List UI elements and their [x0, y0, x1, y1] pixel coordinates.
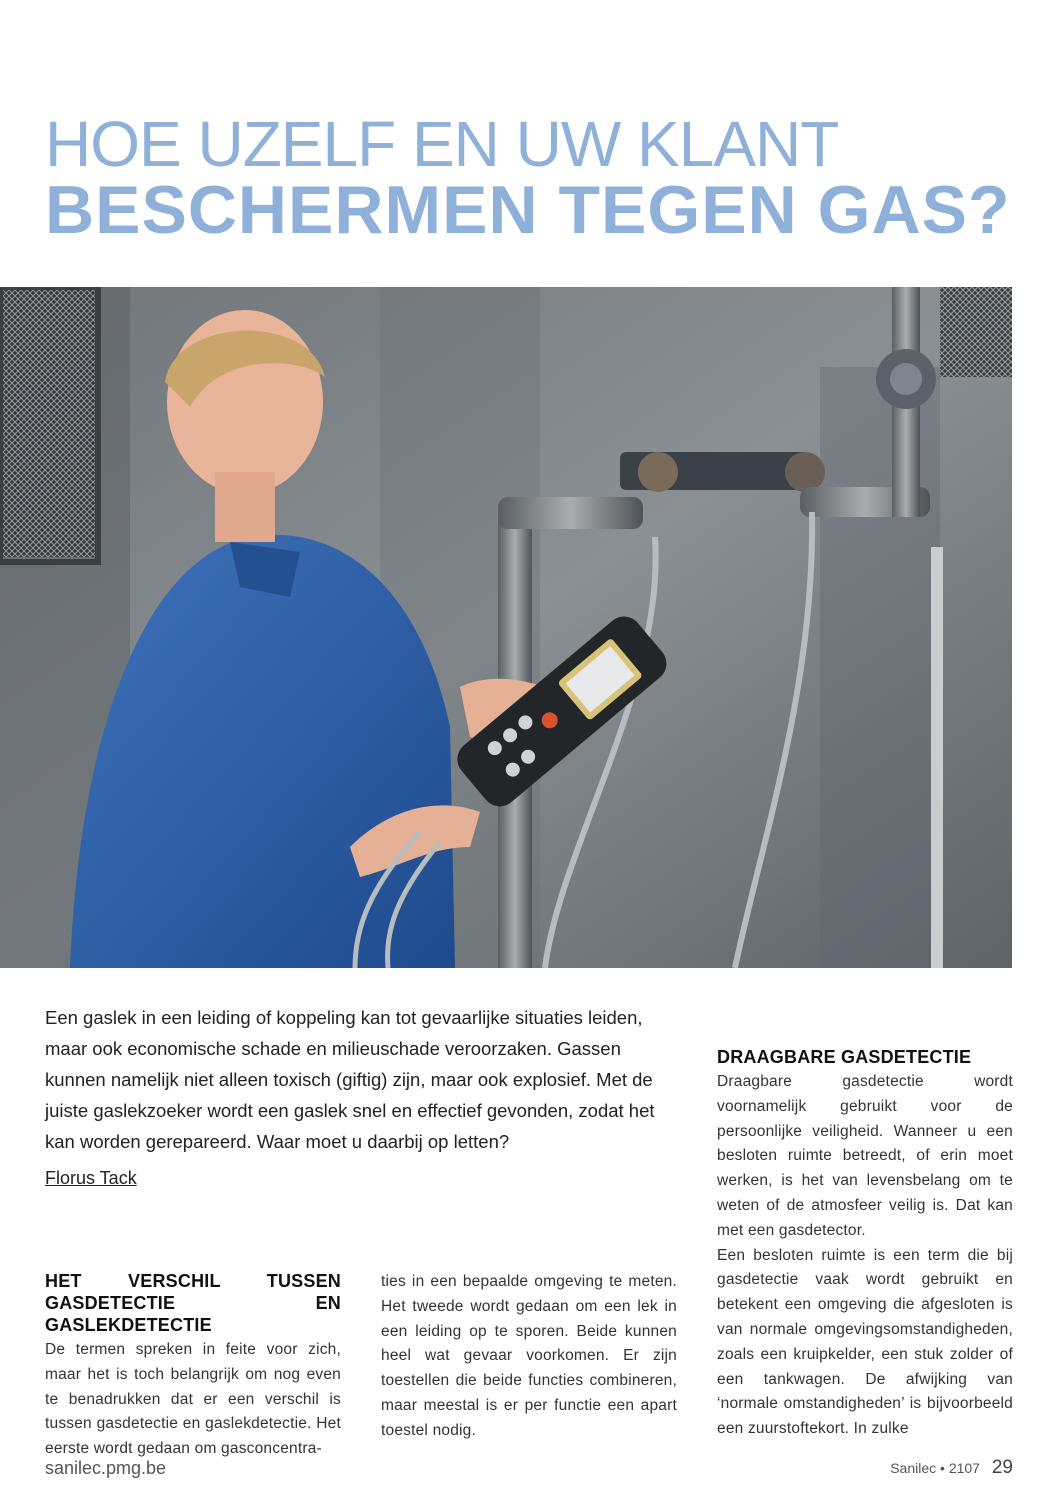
section-heading-draagbare: DRAAGBARE GASDETECTIE [717, 1047, 972, 1067]
page-number: 29 [991, 1457, 1013, 1478]
section-heading-verschil: HET VERSCHIL TUSSEN GASDETECTIE EN GASLEKDETECTIE [45, 1271, 341, 1335]
column-2-text: ties in een bepaalde omgeving te meten. Het tweede wordt gedaan om een lek in een leiding op te sporen. Beide kunnen heel wat gevaar voorkomen. Er zijn toestellen die beide functies combineren, maar meestal is er per functie een apart toestel nodig. [381, 1273, 677, 1439]
footer-info [890, 1457, 1013, 1479]
column-2 [381, 1270, 677, 1444]
column-3-paragraph-2: Een besloten ruimte is een term die bij gasdetectie vaak wordt gebruikt en betekent een omgeving die afgesloten is van normale omgevingsomstandigheden, zoals een kruipkelder, een stuk zolder of een tankwagen. De afwijking van ‘normale omstandigheden’ is bijvoorbeeld een zuurstoftekort. In zulke [717, 1246, 1013, 1438]
column-1-text: De termen spreken in feite voor zich, maar het is toch belangrijk om nog even te benadrukken dat er een verschil is tussen gasdetectie en gaslekdetectie. Het eerste wordt gedaan om gasconcentra- [45, 1341, 341, 1458]
title-line-2: BESCHERMEN TEGEN GAS? [45, 172, 1011, 248]
intro-paragraph: Een gaslek in een leiding of koppeling kan tot gevaarlijke situaties leiden, maar ook economische schade en milieuschade veroorzaken. Gassen kunnen namelijk niet alleen toxisch (giftig) zijn, maar ook explosief. Met de juiste gaslekzoeker wordt een gaslek snel en effectief gevonden, zodat het kan worden gerepareerd. Waar moet u daarbij op letten? [45, 1007, 655, 1152]
column-3-paragraph-1: Draagbare gasdetectie wordt voornamelijk gebruikt voor de persoonlijke veiligheid. Wanneer u een besloten ruimte betreedt, of erin moet werken, is het van levensbelang om te weten of de atmosfeer veilig is. Dat kan met een gasdetector. [717, 1073, 1013, 1239]
author-name[interactable]: Florus Tack [45, 1168, 137, 1188]
title-line-1: HOE UZELF EN UW KLANT [45, 108, 839, 180]
column-1 [45, 1270, 341, 1462]
footer-issue: Sanilec • 2107 [890, 1460, 980, 1476]
article-photo [0, 287, 1012, 968]
column-3 [717, 1046, 1013, 1442]
footer-website[interactable]: sanilec.pmg.be [45, 1458, 167, 1478]
